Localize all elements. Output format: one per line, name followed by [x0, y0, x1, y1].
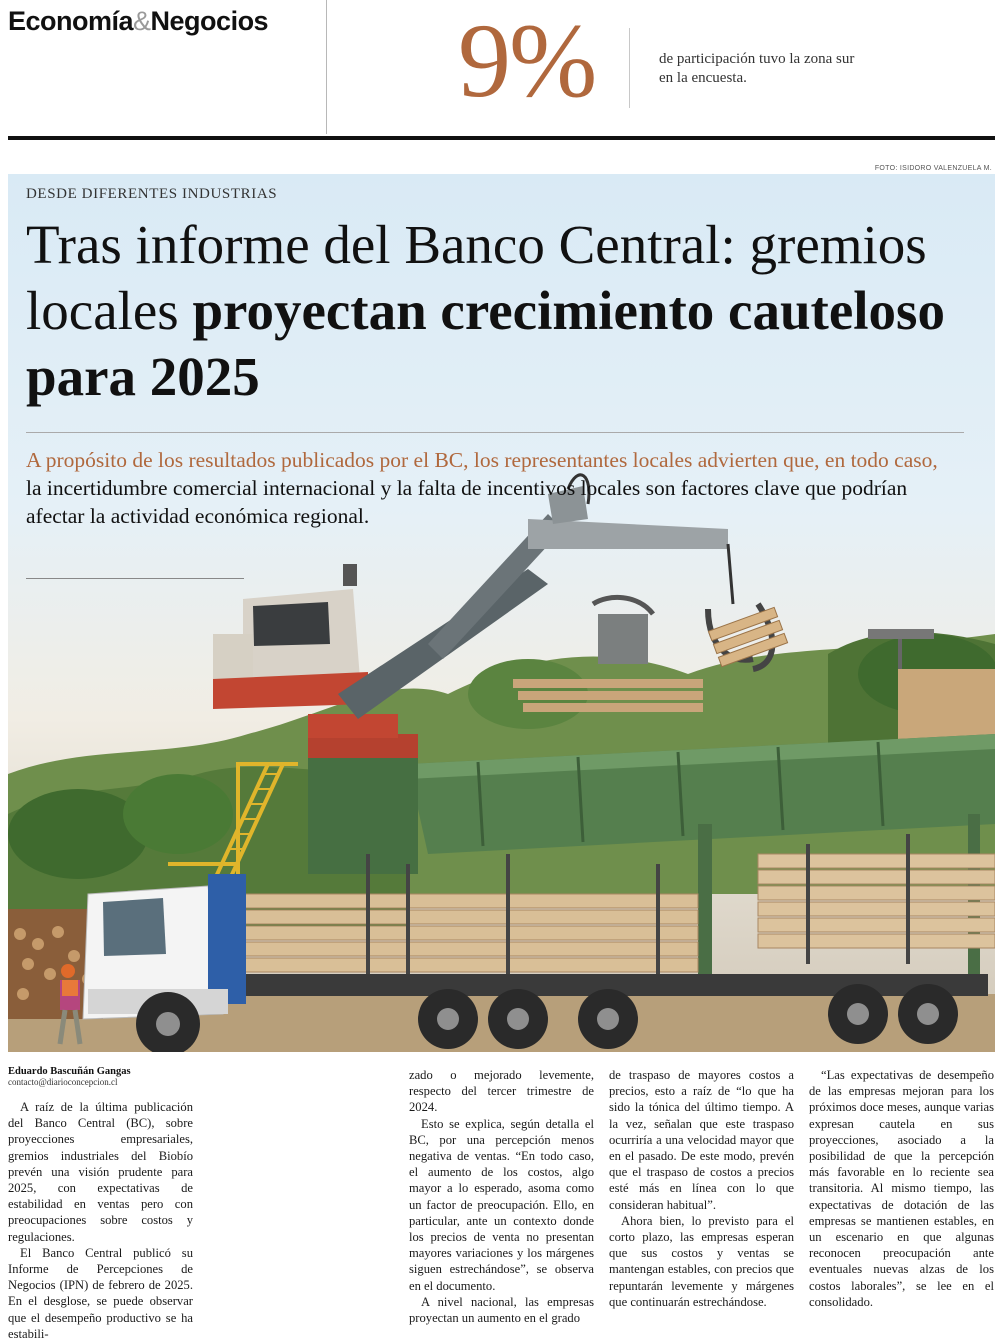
- big-stat-caption: de participación tuvo la zona sur en la encuesta.: [659, 51, 855, 86]
- body-paragraph: A raíz de la última publicación del Banco Central (BC), sobre proyecciones empresariales, gremios industriales del Biobío prevén una visión prudente para 2025, con expectativas de estabilidad en ventas pero con preocupaciones sobre costos y regulaciones.: [8, 1100, 193, 1244]
- body-paragraph: A nivel nacional, las empresas proyectan un aumento en el grado: [409, 1294, 594, 1326]
- lead-rule: [26, 578, 244, 579]
- author-byline: Eduardo Bascuñán Gangas: [8, 1066, 131, 1077]
- body-paragraph: Esto se explica, según detalla el BC, por una percepción menos negativa de ventas. “En todo caso, el aumento de los costos, algo mayor a lo esperado, asoma como un factor de preocupación. Ello, en particular, ante un contexto donde los precios de venta no presentan mayores variaciones y los márgenes siguen estrechándose”, se observa en el documento.: [409, 1116, 594, 1293]
- header-divider: [326, 0, 327, 134]
- section-title-negocios: Negocios: [150, 6, 269, 36]
- body-paragraph: Ahora bien, lo previsto para el corto plazo, las empresas esperan que sus costos y ventas se mantengan estables, con precios que repuntarán levemente y márgenes que continuarán estrechándose.: [609, 1213, 794, 1309]
- body-paragraph: El Banco Central publicó su Informe de Percepciones de Negocios (IPN) de febrero de 2025. En el desglose, se puede observar que el desempeño productivo se ha estabili-: [8, 1245, 193, 1341]
- section-title: [8, 6, 268, 37]
- photo-credit: FOTO: ISIDORO VALENZUELA M.: [874, 165, 992, 172]
- body-paragraph: de traspaso de mayores costos a precios, esto a raíz de “lo que ha sido la tónica del último tiempo. A la vez, señalan que este traspaso ocurriría a una velocidad mayor que en el pasado. De este modo, prevén que el traspaso de costos a precios esté más en línea con lo que consideran habitual”.: [609, 1068, 794, 1212]
- section-title-economia: Economía: [8, 6, 134, 36]
- body-column-4: [809, 1067, 994, 1310]
- body-column-3: [609, 1067, 794, 1310]
- headline: [26, 212, 986, 410]
- stat-divider: [629, 28, 630, 108]
- headline-rule: [26, 432, 964, 433]
- big-stat: 9%: [458, 2, 596, 119]
- author-email: contacto@diarioconcepcion.cl: [8, 1077, 118, 1087]
- lead-rest: la incertidumbre comercial internacional y la falta de incentivos locales son factores clave que podrían afectar la actividad económica regional.: [26, 476, 908, 528]
- headline-bold: proyectan crecimiento cauteloso para 2025: [26, 280, 945, 407]
- section-title-ampersand: &: [133, 6, 151, 36]
- kicker: DESDE DIFERENTES INDUSTRIAS: [26, 186, 278, 202]
- body-column-1: [8, 1099, 193, 1342]
- lead-paragraph: [26, 446, 946, 530]
- headline-light: Tras informe del Banco Central: gremios locales: [26, 214, 927, 341]
- body-paragraph: zado o mejorado levemente, respecto del tercer trimestre de 2024.: [409, 1068, 594, 1115]
- header-rule: [8, 136, 995, 140]
- lead-highlight: A propósito de los resultados publicados por el BC, los representantes locales advierten que, en todo caso,: [26, 448, 938, 472]
- body-column-2: [409, 1067, 594, 1326]
- body-paragraph: “Las expectativas de desempeño de las empresas mejoran para los próximos doce meses, aunque varias expresan cautela en sus proyecciones, asociado a la posibilidad de que la percepción más favorable en lo reciente sea transitoria. Al mismo tiempo, las expectativas de dotación de las empresas se mantienen estables, en un escenario en que algunas reconocen preocupación ante eventuales nuevas alzas de los costos laborales”, se lee en el consolidado.: [809, 1068, 994, 1309]
